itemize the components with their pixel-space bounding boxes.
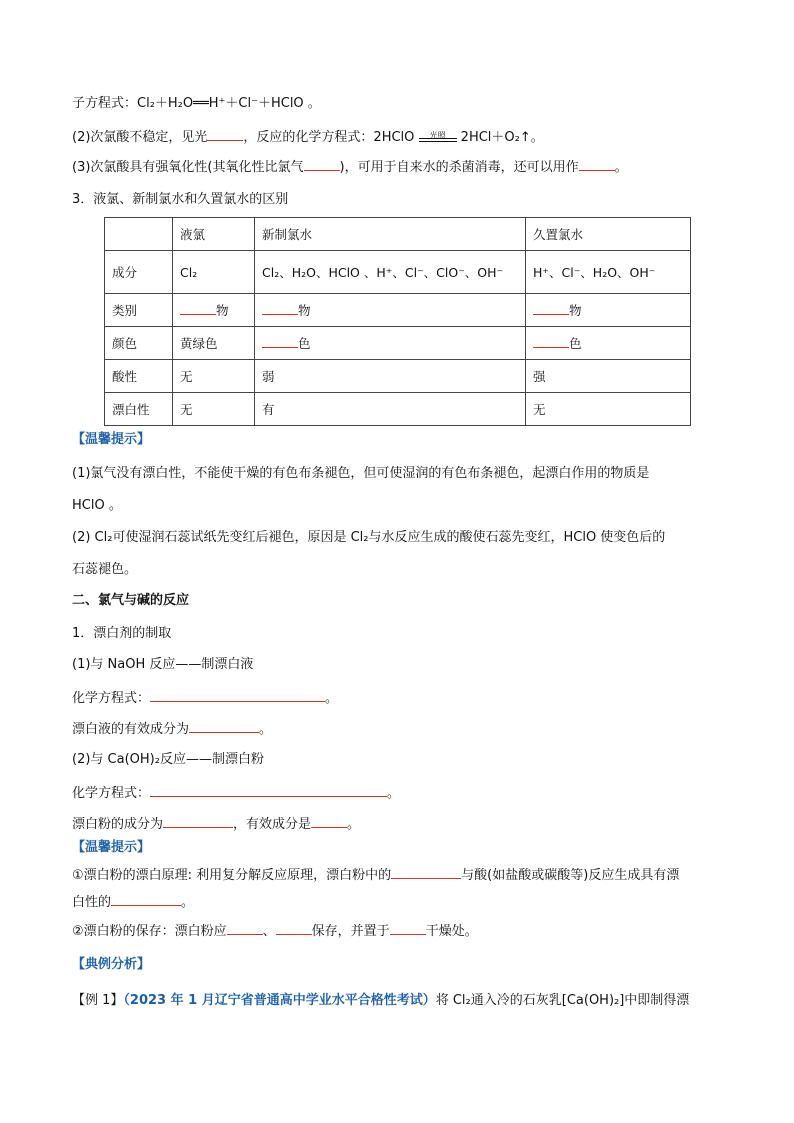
condition-label: 光照 [429, 130, 446, 140]
intro-line-1: 子方程式：Cl₂＋H₂O══H⁺＋Cl⁻＋HClO 。 [72, 96, 321, 111]
table-cell: 黄绿色 [173, 327, 255, 360]
hint-1-para-2b: 石蕊褪色。 [72, 562, 138, 577]
table-row [105, 251, 691, 294]
reaction-arrow [419, 129, 457, 147]
text: 。 [325, 691, 339, 706]
table-cell: Cl₂、H₂O、HClO 、H⁺、Cl⁻、ClO⁻、OH⁻ [255, 251, 526, 294]
answer-blank[interactable] [533, 335, 569, 348]
section-heading: 3．液氯、新制氯水和久置氯水的区别 [72, 192, 289, 207]
hint-1-para-1b: HClO 。 [72, 498, 122, 513]
text: ，有效成分是 [233, 817, 312, 832]
text: )，可用于自来水的杀菌消毒，还可以用作 [339, 160, 579, 175]
example-label: 【例 1】 [72, 993, 124, 1008]
hint-2-para-1-cont [72, 893, 194, 912]
chlorine-water-comparison-table [104, 217, 691, 426]
text: 漂白粉的成分为 [72, 817, 164, 832]
hint-2-para-1 [72, 866, 679, 885]
hclo-oxidizing-line [72, 158, 628, 177]
answer-blank[interactable] [180, 302, 216, 315]
answer-blank[interactable] [163, 815, 233, 828]
bleach-subheading: 1．漂白剂的制取 [72, 626, 172, 641]
example-heading: 【典例分析】 [72, 957, 151, 972]
text: 化学方程式： [72, 786, 151, 801]
table-cell: 弱 [255, 360, 526, 393]
section-two-title: 二、氯气与碱的反应 [72, 593, 190, 608]
table-row [105, 327, 691, 360]
answer-blank[interactable] [579, 158, 615, 171]
table-cell: 无 [173, 393, 255, 426]
table-header-row [105, 218, 691, 251]
text: 2HCl＋O₂↑。 [460, 130, 544, 145]
table-cell: 新制氯水 [255, 218, 526, 251]
table-cell [255, 327, 526, 360]
text: 白性的 [72, 895, 112, 910]
table-cell: H⁺、Cl⁻、H₂O、OH⁻ [526, 251, 691, 294]
answer-blank[interactable] [304, 158, 340, 171]
text: 色 [298, 336, 311, 351]
answer-blank[interactable] [391, 866, 461, 879]
table-cell: Cl₂ [173, 251, 255, 294]
table-cell: 无 [173, 360, 255, 393]
text: 、 [262, 924, 276, 939]
naoh-line: (1)与 NaOH 反应——制漂白液 [72, 657, 254, 672]
table-cell [526, 294, 691, 327]
table-cell [173, 294, 255, 327]
answer-blank[interactable] [227, 922, 263, 935]
hint-1-title: 【温馨提示】 [72, 432, 151, 447]
table-row [105, 294, 691, 327]
liquid-active-line [72, 720, 272, 739]
text: ①漂白粉的漂白原理: 利用复分解反应原理，漂白粉中的 [72, 868, 392, 883]
text: 。 [614, 160, 628, 175]
hint-1-para-2a: (2) Cl₂可使湿润石蕊试纸先变红后褪色，原因是 Cl₂与水反应生成的酸使石蕊先变红，HClO 使变色后的 [72, 530, 666, 545]
answer-blank[interactable] [111, 893, 181, 906]
table-cell: 颜色 [105, 327, 173, 360]
table-cell: 成分 [105, 251, 173, 294]
answer-blank[interactable] [262, 302, 298, 315]
answer-blank[interactable] [276, 922, 312, 935]
example-source: （2023 年 1 月辽宁省普通高中学业水平合格性考试） [123, 993, 436, 1008]
text: 化学方程式： [72, 691, 151, 706]
table-cell [255, 294, 526, 327]
text: 。 [387, 786, 401, 801]
text: (3)次氯酸具有强氧化性(其氧化性比氯气 [72, 160, 304, 175]
text: 保存，并置于 [311, 924, 390, 939]
answer-blank[interactable] [150, 784, 387, 797]
text: 干燥处。 [425, 924, 478, 939]
caoh-equation-line [72, 784, 400, 803]
hint-2-title: 【温馨提示】 [72, 840, 151, 855]
text: ，反应的化学方程式：2HClO [243, 130, 415, 145]
answer-blank[interactable] [262, 335, 298, 348]
table-cell [526, 327, 691, 360]
powder-component-line [72, 815, 360, 834]
text: 与酸(如盐酸或碳酸等)反应生成具有漂 [461, 868, 680, 883]
text: 色 [569, 336, 582, 351]
text: 物 [569, 303, 582, 318]
intro-equation-line [72, 95, 321, 113]
table-cell: 液氯 [173, 218, 255, 251]
table-cell: 漂白性 [105, 393, 173, 426]
hclo-instability-line [72, 128, 544, 147]
example-1-line [72, 992, 689, 1010]
table-cell: 强 [526, 360, 691, 393]
section-3-title [72, 191, 288, 209]
table-cell: 无 [526, 393, 691, 426]
caoh-line: (2)与 Ca(OH)₂反应——制漂白粉 [72, 752, 264, 767]
text: (2)次氯酸不稳定，见光 [72, 130, 208, 145]
table-row [105, 360, 691, 393]
table-cell: 类别 [105, 294, 173, 327]
text: 物 [298, 303, 311, 318]
hint-1-para-1a: (1)氯气没有漂白性，不能使干燥的有色布条褪色，但可使湿润的有色布条褪色，起漂白作用的物质是 [72, 466, 650, 481]
table-cell: 有 [255, 393, 526, 426]
table-row [105, 393, 691, 426]
table-cell: 酸性 [105, 360, 173, 393]
answer-blank[interactable] [150, 689, 325, 702]
example-text: 将 Cl₂通入冷的石灰乳[Ca(OH)₂]中即制得漂 [435, 993, 690, 1008]
answer-blank[interactable] [189, 720, 259, 733]
answer-blank[interactable] [390, 922, 426, 935]
text: 物 [216, 303, 229, 318]
table-cell: 久置氯水 [526, 218, 691, 251]
text: ②漂白粉的保存：漂白粉应 [72, 924, 227, 939]
text: 漂白液的有效成分为 [72, 722, 190, 737]
naoh-equation-line [72, 689, 338, 708]
text: 。 [259, 722, 273, 737]
answer-blank[interactable] [533, 302, 569, 315]
answer-blank[interactable] [311, 815, 347, 828]
text: 。 [347, 817, 361, 832]
answer-blank[interactable] [207, 128, 243, 141]
hint-2-para-2 [72, 922, 478, 941]
table-cell [105, 218, 173, 251]
text: 。 [181, 895, 195, 910]
